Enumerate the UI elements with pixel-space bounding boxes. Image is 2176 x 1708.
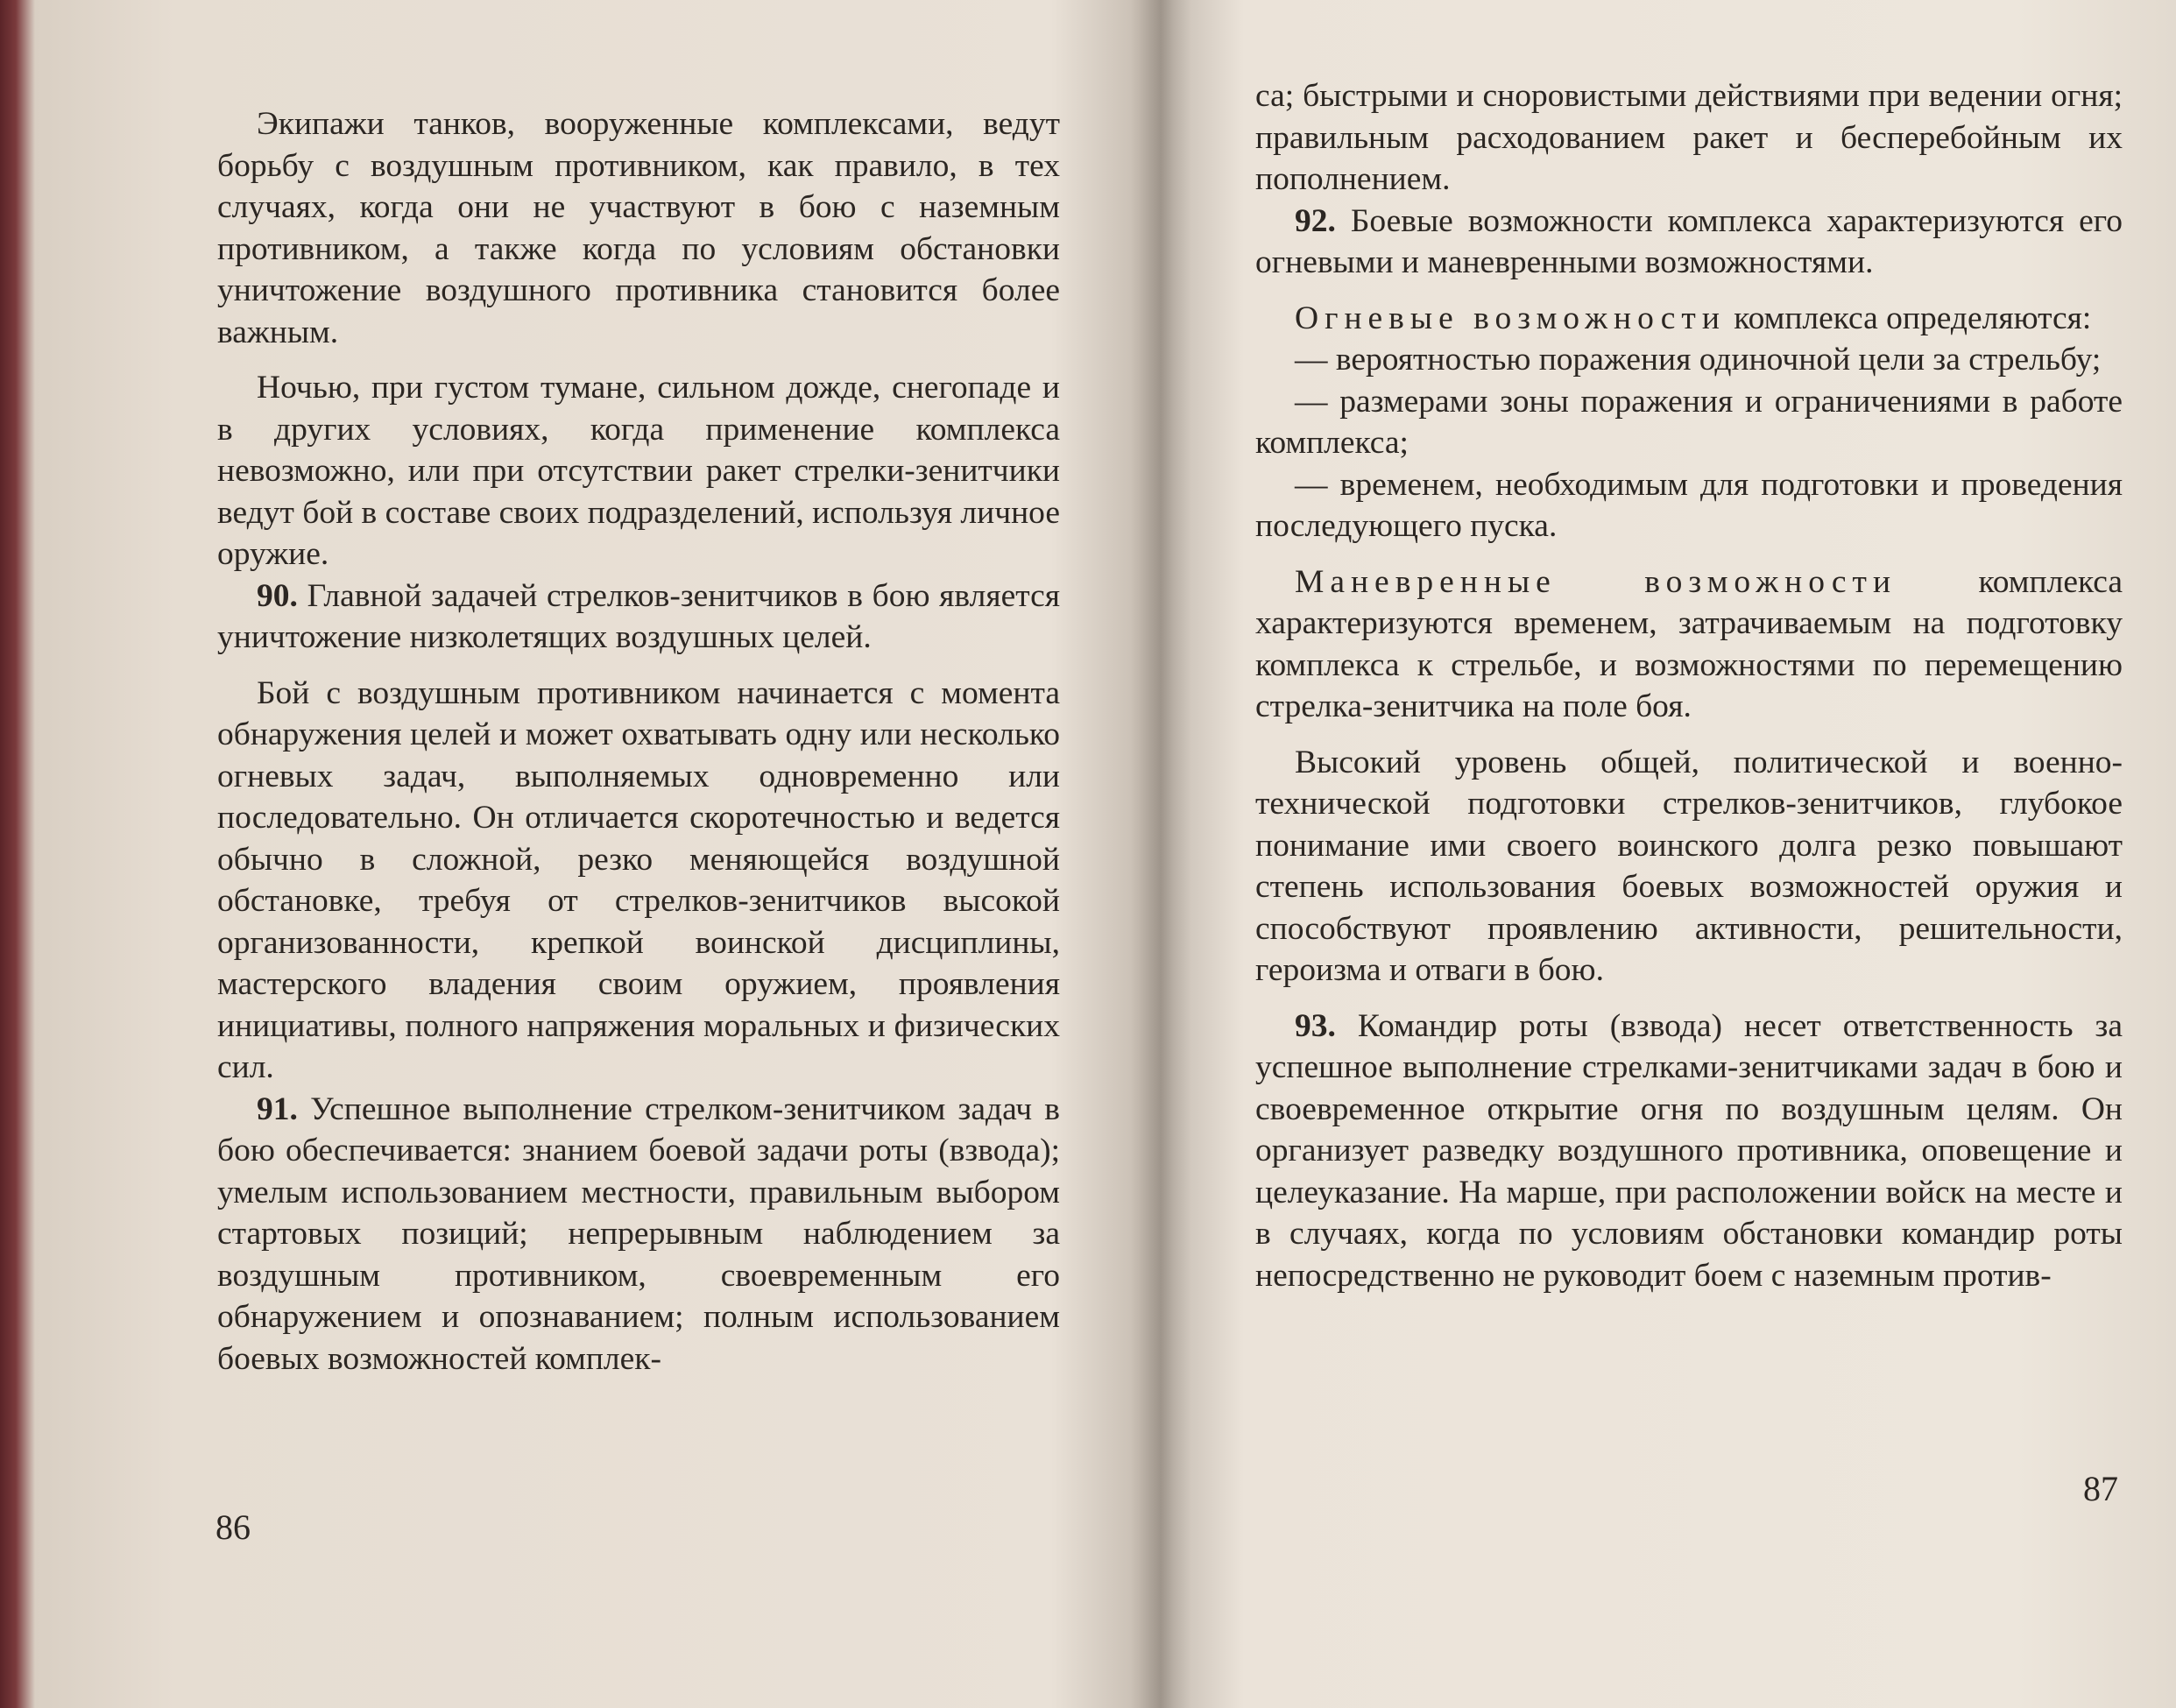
paragraph-91-text: Успешное выполнение стрелком-зенитчиком задач в бою обеспечивается: знанием боевой задачи роты (взвода); умелым использованием местности, правильным выбором стартовых позиций; непрерывным наблюдением за воздушным противником, своевременным его обнаружением и опознаванием; полным использованием боевых возможностей комплек-	[217, 1090, 1060, 1377]
page-number-left: 86	[215, 1507, 251, 1547]
paragraph-maneuver-capabilities	[1255, 561, 2123, 728]
paragraph-tank-crews: Экипажи танков, вооруженные комплексами, ведут борьбу с воздушным противником, как правило, в тех случаях, когда они не участвуют в бою с наземным противником, а также когда по условиям обстановки уничтожение воздушного противника становится более важным.	[217, 106, 1060, 350]
paragraph-90	[217, 575, 1060, 659]
fire-item-probability: — вероятностью поражения одиночной цели за стрельбу;	[1295, 342, 2102, 378]
paragraph-91-continuation: са; быстрыми и сноровистыми действиями при ведении огня; правильным расходованием ракет и бесперебойным их пополнением.	[1255, 78, 2123, 197]
paragraph-night-conditions: Ночью, при густом тумане, сильном дожде, снегопаде и в других условиях, когда применение комплекса невозможно, или при отсутствии ракет стрелки-зенитчики ведут бой в составе своих подразделений, используя личное оружие.	[217, 370, 1060, 572]
fire-item-zone: — размерами зоны поражения и ограничениями в работе комплекса;	[1255, 383, 2123, 461]
paragraph-90-continuation: Бой с воздушным противником начинается с момента обнаружения целей и может охватывать одну или несколько огневых задач, выполняемых одновременно или последовательно. Он отличается скоротечностью и ведется обычно в сложной, резко меняющейся воздушной обстановке, требуя от стрелков-зенитчиков высокой организованности, крепкой воинской дисциплины, мастерского владения своим оружием, проявления инициативы, полного напряжения моральных и физических сил.	[217, 674, 1060, 1085]
paragraph-number-93: 93.	[1295, 1007, 1336, 1044]
left-text-column	[217, 103, 1060, 1380]
paragraph-number-92: 92.	[1295, 202, 1336, 239]
maneuver-capabilities-heading: Маневренные возможности	[1295, 563, 1897, 600]
paragraph-number-91: 91.	[257, 1090, 298, 1127]
maneuver-capabilities-text: комплекса характеризуются временем, затрачиваемым на подготовку комплекса к стрельбе, и возможностями по перемещению стрелка-зенитчика на поле боя.	[1255, 563, 2123, 724]
fire-capabilities-text: комплекса определяются:	[1725, 300, 2092, 336]
fire-capabilities-heading: Огневые возможности	[1295, 300, 1726, 336]
paragraph-training-level: Высокий уровень общей, политической и военно-технической подготовки стрелков-зенитчиков, глубокое понимание ими своего воинского долга резко повышают степень использования боевых возможностей оружия и способствуют проявлению активности, решительности, героизма и отваги в бою.	[1255, 744, 2123, 988]
page-number-right: 87	[2083, 1469, 2118, 1508]
paragraph-fire-capabilities	[1255, 298, 2123, 340]
paragraph-93-text: Командир роты (взвода) несет ответственность за успешное выполнение стрелками-зенитчиками задач в бою и своевременное открытие огня по воздушным целям. Он организует разведку воздушного противника, оповещение и целеуказание. На марше, при расположении войск на месте и в случаях, когда по условиям обстановки командир роты непосредственно не руководит боем с наземным против-	[1255, 1007, 2123, 1294]
paragraph-92	[1255, 201, 2123, 284]
paragraph-92-text: Боевые возможности комплекса характеризуются его огневыми и маневренными возможностями.	[1255, 202, 2123, 280]
paragraph-number-90: 90.	[257, 577, 298, 614]
paragraph-93	[1255, 1006, 2123, 1297]
right-text-column	[1255, 75, 2123, 1296]
paragraph-91	[217, 1089, 1060, 1380]
fire-item-time: — временем, необходимым для подготовки и проведения последующего пуска.	[1255, 466, 2123, 544]
paragraph-90-text: Главной задачей стрелков-зенитчиков в бою является уничтожение низколетящих воздушных целей.	[217, 577, 1060, 655]
